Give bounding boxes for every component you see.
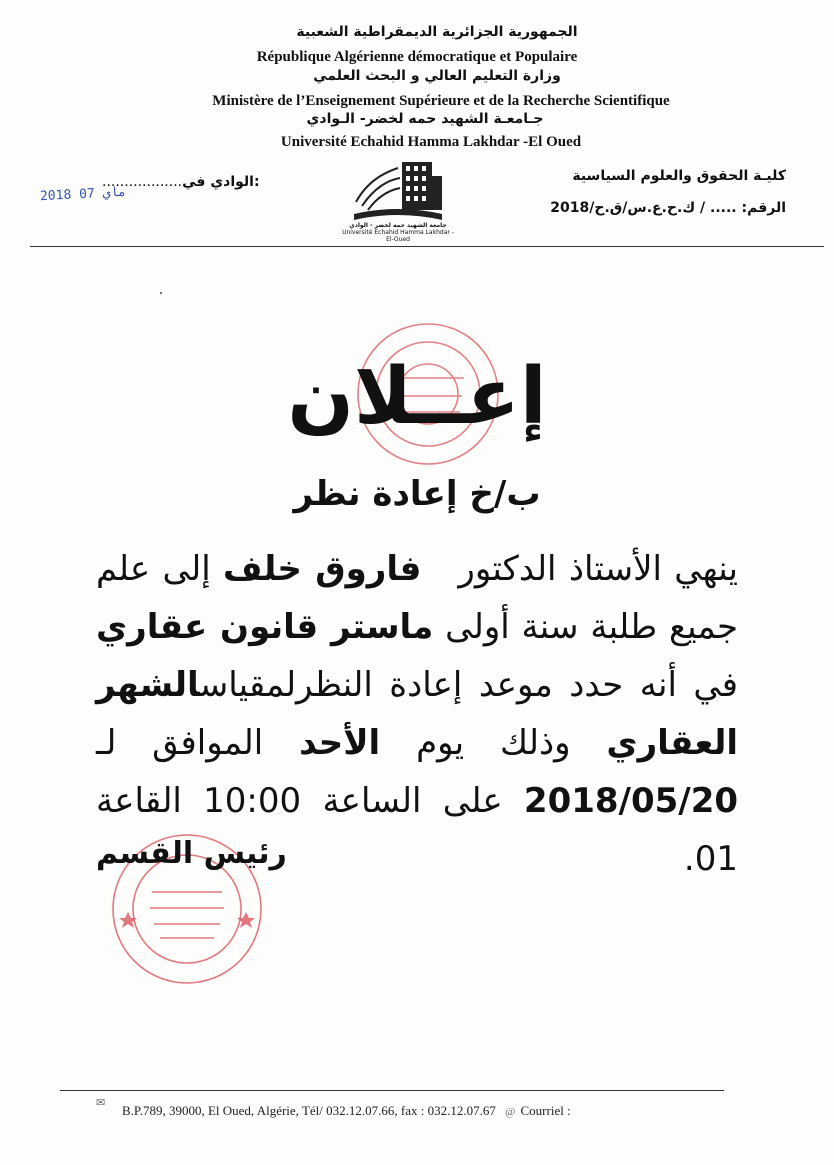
faculty-name: كليـة الحقوق والعلوم السياسية xyxy=(572,168,786,184)
body-day-prefix: وذلك يوم xyxy=(416,723,571,763)
republic-fr: République Algérienne démocratique et Populaire xyxy=(256,49,578,65)
place-dots: .................. xyxy=(102,174,183,190)
stamp-date: 2018 ماي 07 xyxy=(39,184,127,205)
place-label: الوادي في: xyxy=(182,174,260,190)
exam-day: الأحد xyxy=(299,723,381,763)
footer-address xyxy=(122,1103,571,1119)
at-icon: @ xyxy=(505,1106,516,1118)
header-divider xyxy=(30,246,824,247)
program-name: ماستر قانون عقاري xyxy=(96,607,434,647)
footer-email-label: Courriel : xyxy=(520,1103,571,1118)
envelope-icon: ✉ xyxy=(96,1096,106,1109)
announcement-title: إعــلان xyxy=(287,352,547,442)
footer-divider xyxy=(60,1090,724,1091)
reference-number: الرقم: ..... / ك.ح.ع.س/ق.ح/2018 xyxy=(550,200,786,216)
professor-name: فاروق خلف xyxy=(223,549,422,589)
body-time-room: على الساعة 10:00 القاعة 01. xyxy=(96,781,738,879)
exam-date: 2018/05/20 xyxy=(523,781,739,821)
body-schedule: في أنه حدد موعد إعادة النظرلمقياس xyxy=(199,665,738,705)
republic-ar: الجمهورية الجزائرية الديمقراطية الشعبية xyxy=(296,24,578,40)
body-audience: إلى علم جميع طلبة سنة أولى xyxy=(96,549,738,647)
body-date-prefix: الموافق لـ xyxy=(96,723,264,763)
department-head-signature: رئيس القسم xyxy=(96,836,287,871)
footer-contact: B.P.789, 39000, El Oued, Algérie, Tél/ 032.12.07.66, fax : 032.12.07.67 xyxy=(122,1103,496,1118)
course-name: الشهر العقاري xyxy=(96,665,738,763)
ink-dot xyxy=(160,292,162,294)
body-intro: ينهي الأستاذ الدكتور xyxy=(458,549,738,589)
logo-caption-ar: جامعة الشهيد حمه لخضر - الوادي xyxy=(349,222,447,229)
logo-caption xyxy=(342,222,454,243)
university-ar: جـامعـة الشهيد حمه لخضر- الـوادي xyxy=(306,111,544,127)
ministry-ar: وزارة التعليم العالي و البحث العلمي xyxy=(313,68,561,84)
logo-caption-fr: Université Echahid Hamma Lakhdar - El-Oued xyxy=(342,229,454,243)
ministry-fr: Ministère de l’Enseignement Supérieure et de la Recherche Scientifique xyxy=(212,93,670,109)
announcement-subtitle: ب/خ إعادة نظر xyxy=(293,474,541,514)
university-fr: Université Echahid Hamma Lakhdar -El Oued xyxy=(280,134,582,150)
